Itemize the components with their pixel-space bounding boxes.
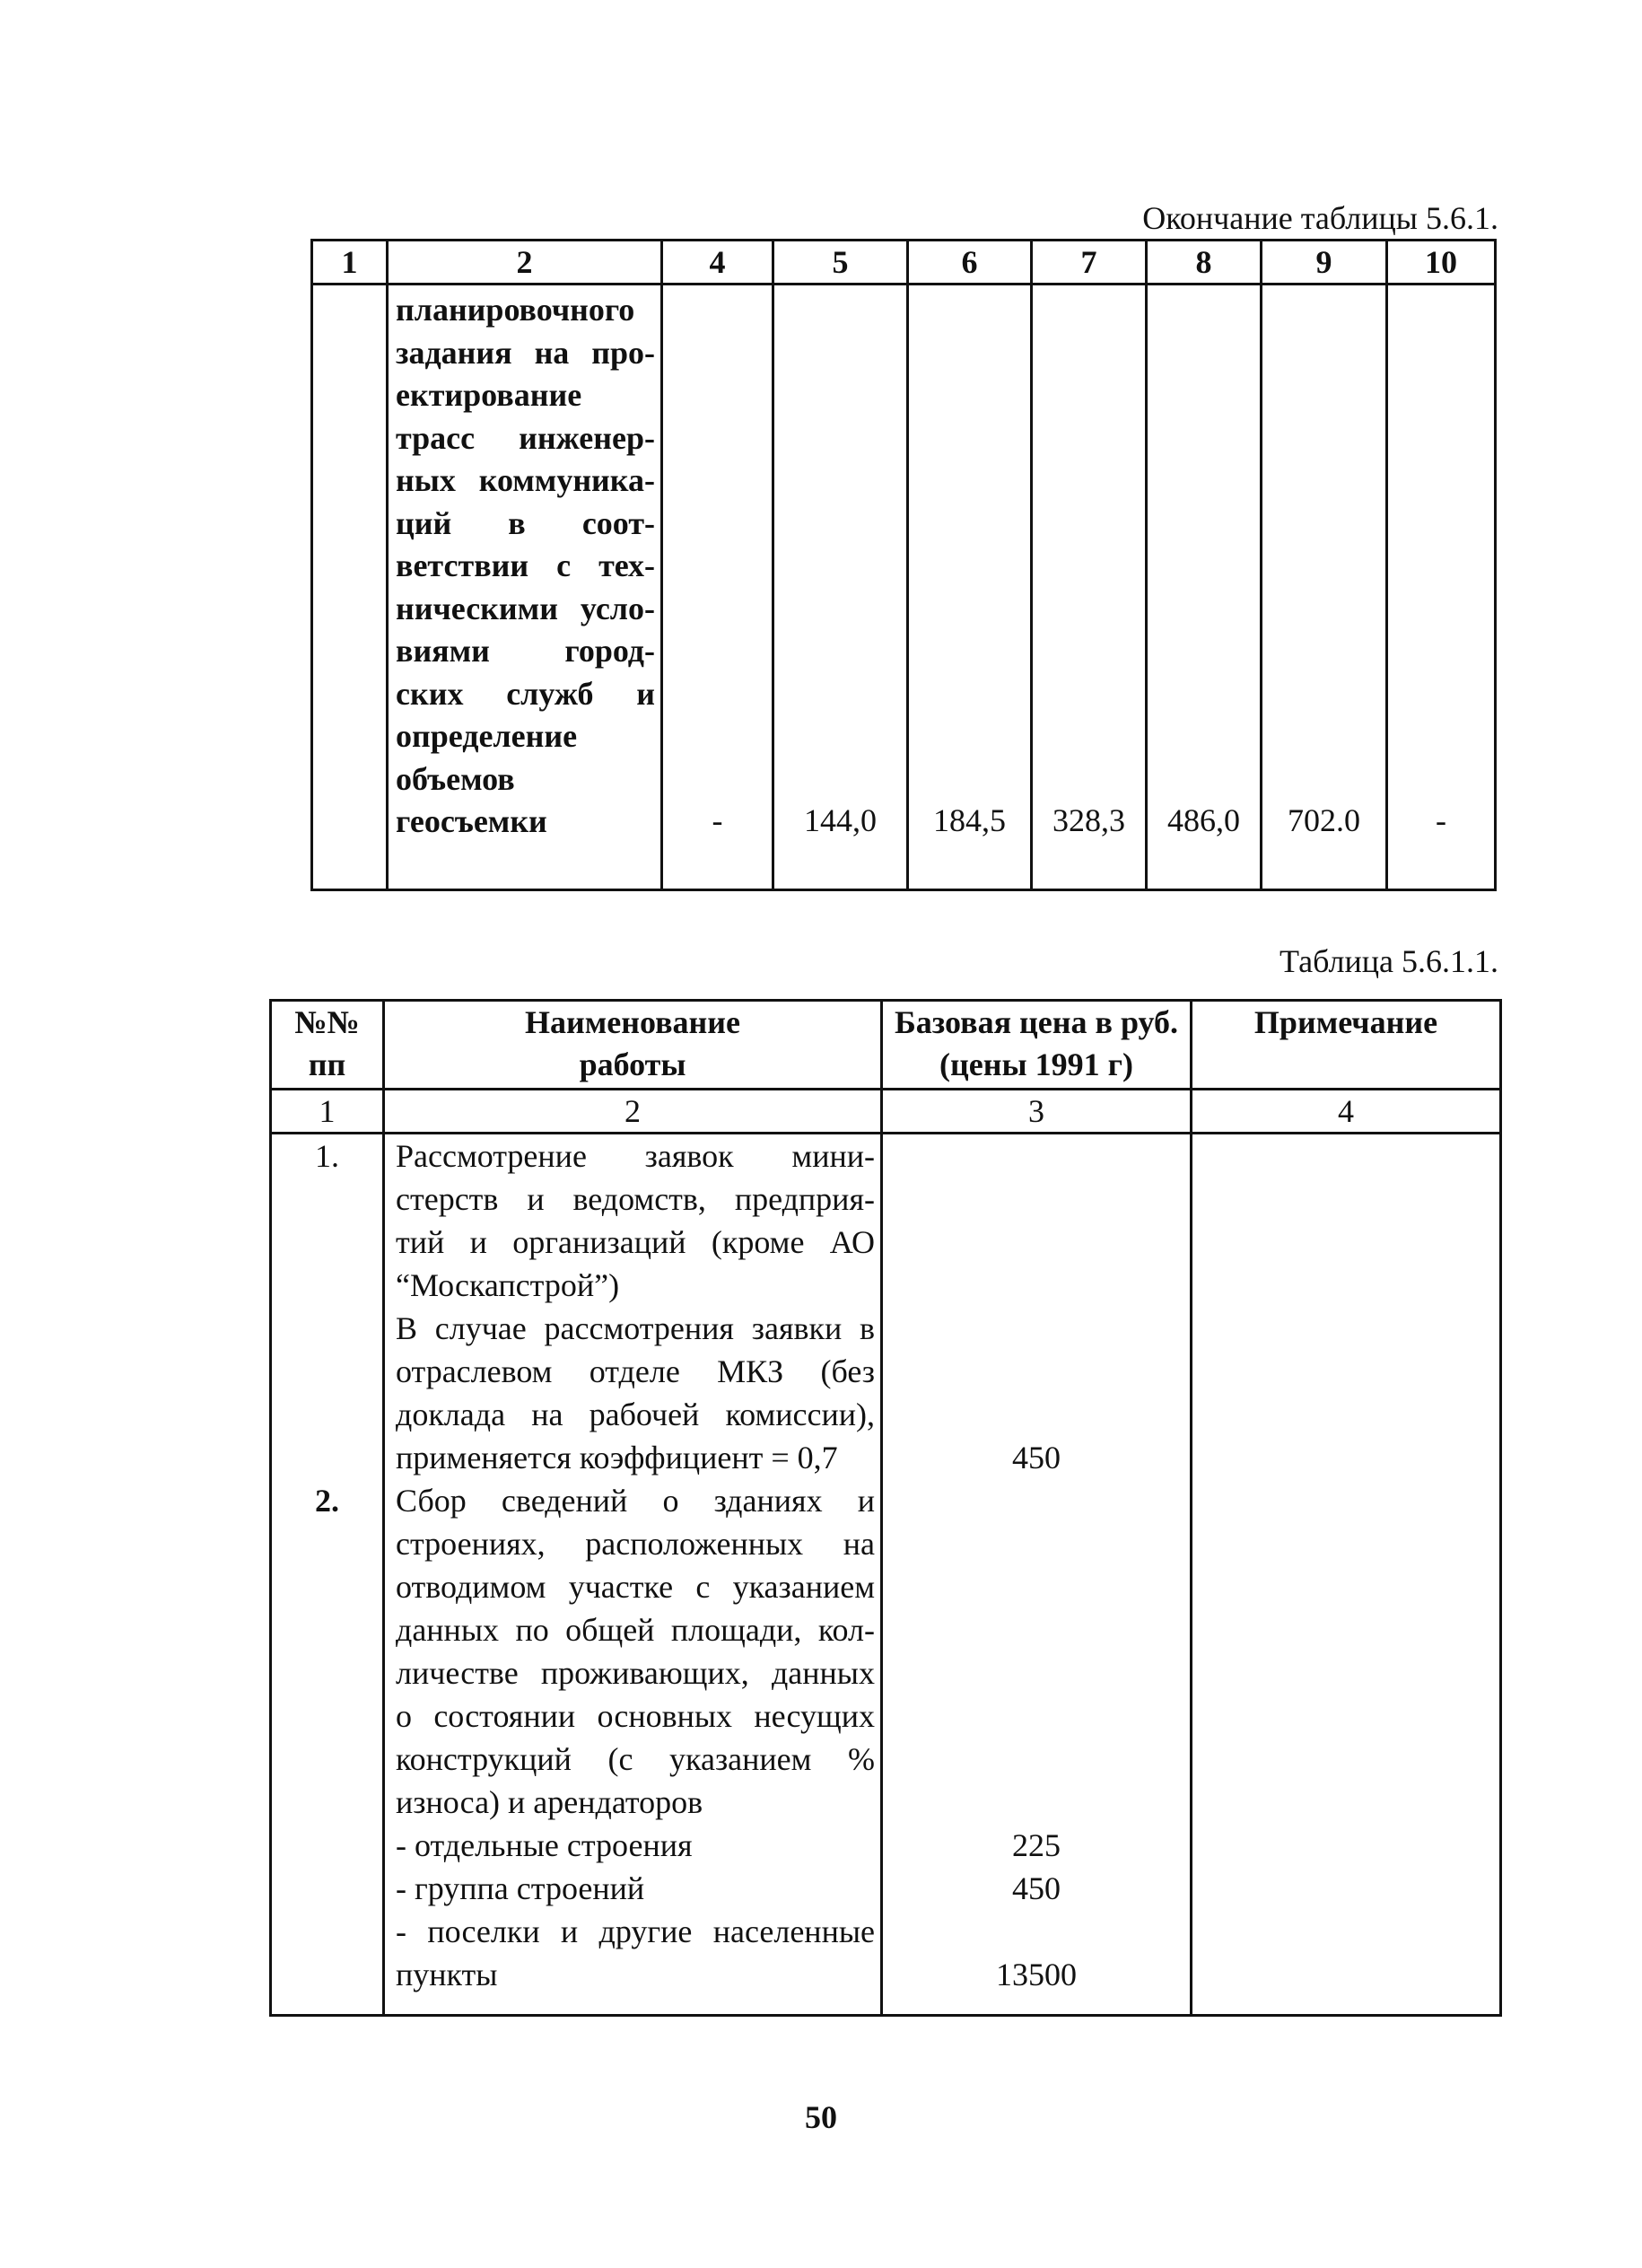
table1-value-cell	[1387, 285, 1496, 890]
table2-column-number-row	[271, 1090, 1501, 1134]
table1-value-cell	[908, 285, 1032, 890]
spacer	[272, 1307, 382, 1350]
item-number-cell	[271, 1134, 384, 2016]
table1-num-cell	[312, 285, 388, 890]
base-price-cell	[882, 1134, 1192, 2016]
text-line: отводимом участке с указанием	[396, 1569, 875, 1605]
header-line: Базовая цена в руб.	[894, 1004, 1179, 1040]
spacer	[272, 1178, 382, 1221]
price-value: 13500	[996, 1957, 1077, 1992]
header-line: работы	[579, 1046, 686, 1082]
header-base-price	[882, 1001, 1192, 1090]
note-cell	[1192, 1134, 1501, 2016]
header-line: Примечание	[1253, 1004, 1438, 1040]
text-line: Рассмотрение заявок мини-	[396, 1138, 875, 1174]
price-value	[883, 1651, 1190, 1694]
text-line: - отдельные строения	[396, 1827, 693, 1863]
table1-value-cell	[662, 285, 773, 890]
price-value	[883, 1479, 1190, 1522]
price-value	[883, 1694, 1190, 1738]
table1-col-header: 4	[662, 241, 773, 285]
description-line: ническими усло-	[396, 590, 655, 626]
table1-value-cell	[1147, 285, 1262, 890]
description-line: планировочного	[396, 292, 635, 328]
column-number: 1	[271, 1090, 384, 1134]
price-value: 450	[1012, 1440, 1061, 1476]
value: -	[1436, 801, 1446, 838]
spacer	[272, 1350, 382, 1393]
table1-col-header: 1	[312, 241, 388, 285]
table2-header-row	[271, 1001, 1501, 1090]
table1-col-header: 6	[908, 241, 1032, 285]
text-line: тий и организаций (кроме АО	[396, 1224, 875, 1260]
text-line: строениях, расположенных на	[396, 1526, 875, 1562]
description-line: трасс инженер-	[396, 419, 655, 456]
table1-caption: Окончание таблицы 5.6.1.	[1142, 200, 1498, 236]
text-line: износа) и арендаторов	[396, 1784, 703, 1820]
price-value	[883, 1178, 1190, 1221]
value: 702.0	[1288, 801, 1360, 838]
table1-row	[312, 285, 1496, 890]
text-line: В случае рассмотрения заявки в	[396, 1310, 875, 1346]
text-line: стерств и ведомств, предприя-	[396, 1181, 875, 1217]
item-number: 1.	[315, 1138, 339, 1174]
price-table	[269, 999, 1502, 2017]
table1-col-header: 2	[388, 241, 662, 285]
price-value	[883, 1565, 1190, 1608]
description-line: определение	[396, 718, 578, 754]
header-line: пп	[308, 1046, 346, 1082]
table1-col-header: 8	[1147, 241, 1262, 285]
column-number: 4	[1192, 1090, 1501, 1134]
column-number: 3	[882, 1090, 1192, 1134]
price-value	[883, 1350, 1190, 1393]
page-number: 50	[805, 2099, 837, 2135]
price-value	[883, 1134, 1190, 1178]
description-line: ектирование	[396, 377, 582, 413]
table1-value-cell	[1262, 285, 1387, 890]
description-line: виями город-	[396, 633, 655, 669]
description-line: задания на про-	[396, 334, 655, 371]
header-line: №№	[294, 1004, 360, 1040]
price-value	[883, 1910, 1190, 1953]
price-value	[883, 1221, 1190, 1264]
value: 486,0	[1167, 801, 1240, 838]
value: 328,3	[1052, 801, 1125, 838]
header-note	[1192, 1001, 1501, 1090]
table1-value-cell	[1032, 285, 1147, 890]
table2-caption: Таблица 5.6.1.1.	[1280, 943, 1498, 979]
text-line: - группа строений	[396, 1870, 645, 1906]
description-line: геосъемки	[396, 803, 547, 839]
table1-description-cell	[388, 285, 662, 890]
table1-col-header: 7	[1032, 241, 1147, 285]
header-line: Наименование	[525, 1004, 740, 1040]
text-line: данных по общей площади, кол-	[396, 1612, 875, 1648]
work-description-cell	[384, 1134, 882, 2016]
price-value	[883, 1522, 1190, 1565]
price-value	[883, 1738, 1190, 1781]
text-line: - поселки и другие населенные	[396, 1913, 875, 1949]
value: -	[712, 801, 723, 838]
table1-value-cell	[773, 285, 908, 890]
continuation-table	[310, 239, 1497, 891]
text-line: пункты	[396, 1957, 498, 1992]
table2-body-row	[271, 1134, 1501, 2016]
price-value	[883, 1781, 1190, 1824]
value: 184,5	[933, 801, 1006, 838]
price-value	[883, 1264, 1190, 1307]
spacer	[272, 1393, 382, 1436]
text-line: Сбор сведений о зданиях и	[396, 1483, 875, 1519]
value: 144,0	[804, 801, 877, 838]
text-line: конструкций (с указанием %	[396, 1741, 875, 1777]
spacer	[272, 1221, 382, 1264]
table1-col-header: 5	[773, 241, 908, 285]
text-line: “Москапстрой”)	[396, 1267, 620, 1303]
description-line: ветствии с тех-	[396, 547, 655, 583]
spacer	[272, 1264, 382, 1307]
description-line: объемов	[396, 760, 515, 797]
price-value: 450	[1012, 1870, 1061, 1906]
text-line: о состоянии основных несущих	[396, 1698, 875, 1734]
description-line: ций в соот-	[396, 504, 655, 541]
table1-header-row	[312, 241, 1496, 285]
text-line: применяется коэффициент = 0,7	[396, 1440, 838, 1476]
header-number	[271, 1001, 384, 1090]
table1-col-header: 10	[1387, 241, 1496, 285]
price-value	[883, 1393, 1190, 1436]
text-line: личестве проживающих, данных	[396, 1655, 875, 1691]
description-line: ных коммуника-	[396, 462, 655, 498]
description-line: ских служб и	[396, 675, 655, 712]
spacer	[272, 1436, 382, 1479]
column-number: 2	[384, 1090, 882, 1134]
header-work-name	[384, 1001, 882, 1090]
table1-col-header: 9	[1262, 241, 1387, 285]
price-value	[883, 1307, 1190, 1350]
item-number: 2.	[315, 1483, 339, 1519]
text-line: доклада на рабочей комиссии),	[396, 1397, 875, 1432]
text-line: отраслевом отделе МКЗ (без	[396, 1353, 875, 1389]
price-value: 225	[1012, 1827, 1061, 1863]
price-value	[883, 1608, 1190, 1651]
header-line: (цены 1991 г)	[939, 1046, 1133, 1082]
